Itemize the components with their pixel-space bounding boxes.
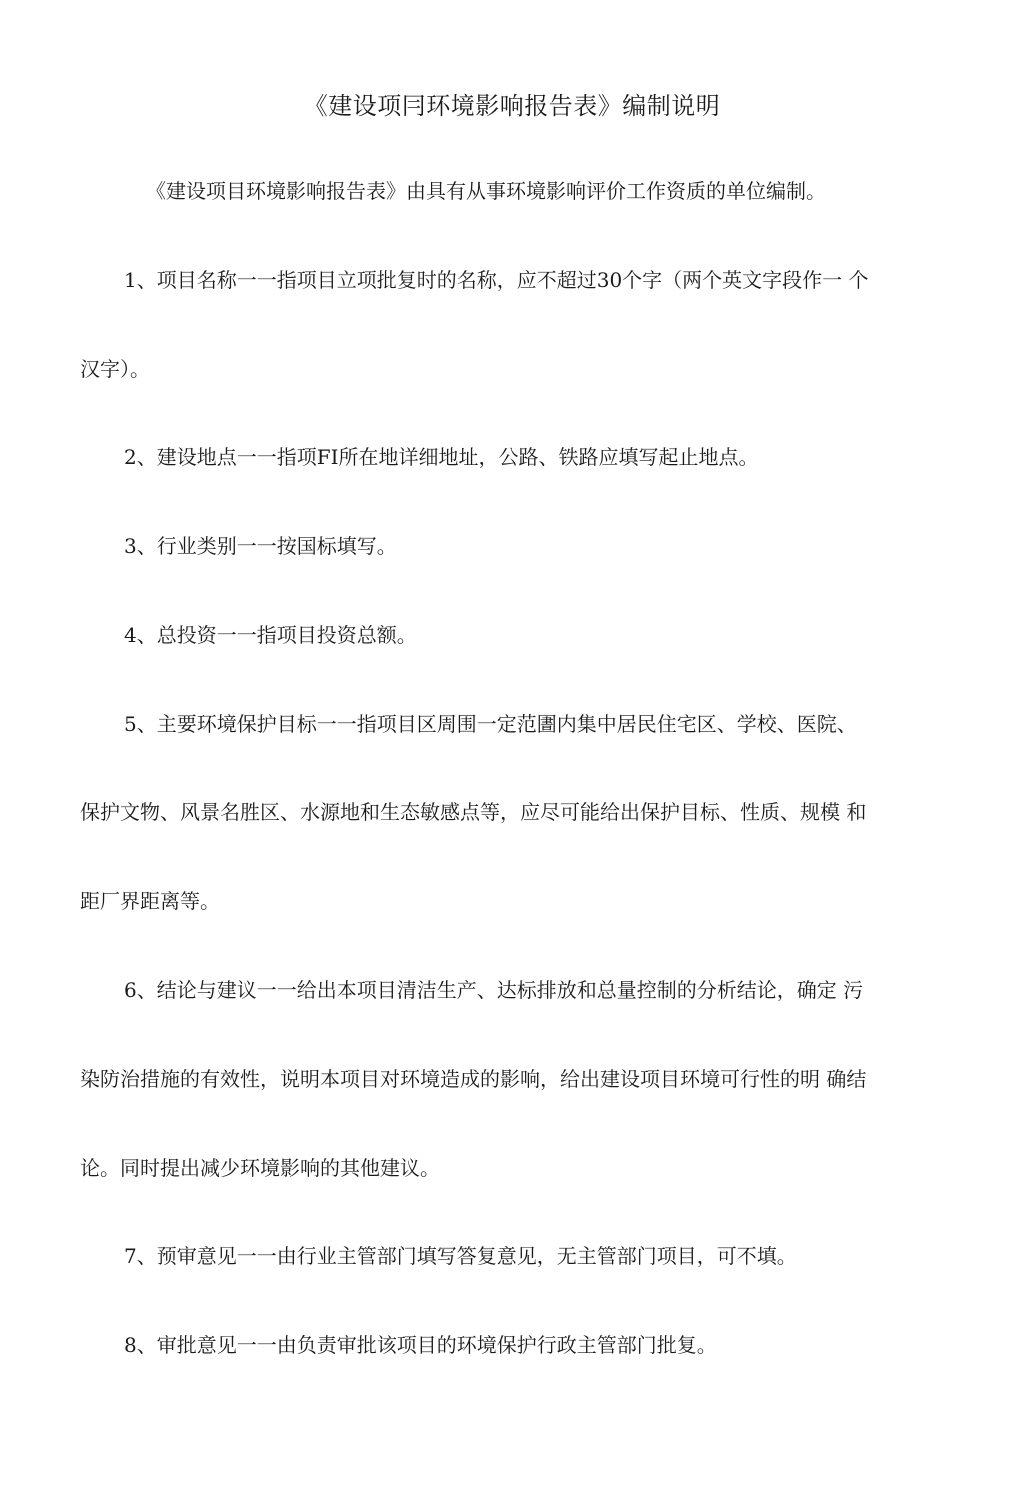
intro-paragraph: 《建设项目环境影响报告表》由具有从事环境影响评价工作资质的单位编制。: [146, 179, 826, 203]
item-3-line-1: 3、行业类别一一按国标填写。: [124, 534, 397, 558]
item-5-line-1: 5、主要环境保护目标一一指项目区周围一定范圕内集中居民住宅区、学校、医院、: [124, 712, 857, 736]
item-8-line-1: 8、审批意见一一由负责审批该项目的环境保护行政主管部门批复。: [124, 1333, 717, 1357]
item-6-line-2: 染防治措施的有效性，说明本项目对环境造成的影响，给出建设项目环境可行性的明 确结: [80, 1067, 867, 1091]
item-6-line-3: 论。同时提出减少环境影响的其他建议。: [80, 1156, 440, 1180]
item-6-line-1: 6、结论与建议一一给出本项目清洁生产、达标排放和总量控制的分析结论，确定 污: [124, 978, 864, 1002]
item-4-line-1: 4、总投资一一指项目投资总额。: [124, 623, 417, 647]
item-5-line-2: 保护文物、风景名胜区、水源地和生态敏感点等，应尽可能给出保护目标、性质、规模 和: [80, 800, 867, 824]
item-5-line-3: 距厂界距离等。: [80, 889, 220, 913]
item-7-line-1: 7、预审意见一一由行业主管部门填写答复意见，无主管部门项目，可不填。: [124, 1244, 797, 1268]
document-title: 《建设项冃环境影响报告表》编制说明: [303, 92, 721, 120]
item-2-line-1: 2、建设地点一一指项FI所在地详细地址，公路、铁路应填写起止地点。: [124, 445, 759, 469]
item-1-line-2: 汉字）。: [80, 357, 150, 381]
item-1-line-1: 1、项目名称一一指项目立项批复时的名称，应不超过30个字（两个英文字段作一 个: [124, 268, 869, 292]
